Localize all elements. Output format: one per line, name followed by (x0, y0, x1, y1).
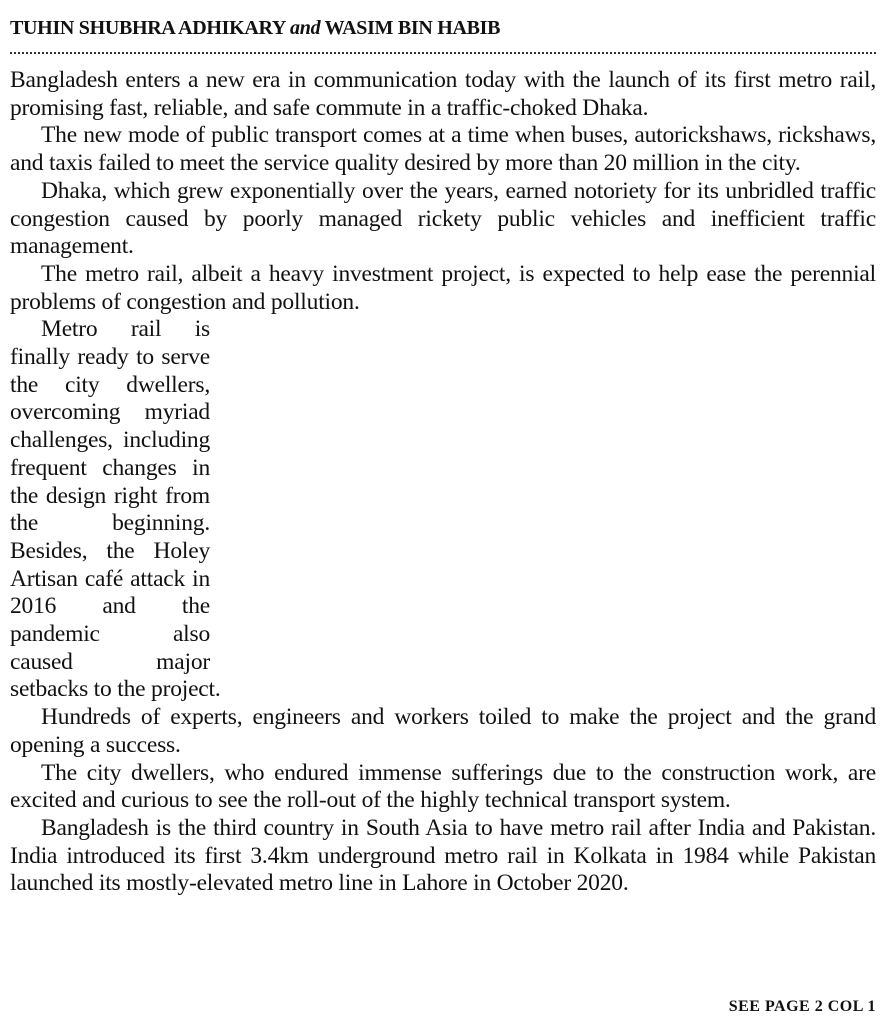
byline-author-2: WASIM BIN HABIB (324, 17, 501, 39)
article-body (10, 67, 876, 898)
article-paragraph-6: Hundreds of experts, engineers and workers toiled to make the project and the grand opening a success. (10, 704, 876, 758)
article-paragraph-5: Metro rail is finally ready to serve the city dwellers, overcoming myriad challenges, including frequent changes in the design right from the beginning. Besides, the Holey Artisan café attack in 2016 and the pandemic also caused major setbacks to the project. (10, 316, 221, 703)
dotted-divider (10, 52, 876, 54)
byline (10, 16, 500, 40)
article-paragraph-7: The city dwellers, who endured immense sufferings due to the construction work, are excited and curious to see the roll-out of the highly technical transport system. (10, 759, 876, 814)
article-paragraph-8: Bangladesh is the third country in South Asia to have metro rail after India and Pakistan. India introduced its first 3.4km underground metro rail in Kolkata in 1984 while Pakistan launched its mostly-elevated metro line in Lahore in October 2020. (10, 814, 876, 897)
image-placeholder-area (210, 316, 876, 676)
continuation-link[interactable]: SEE PAGE 2 COL 1 (728, 998, 876, 1015)
article-paragraph-1: Bangladesh enters a new era in communication today with the launch of its first metro rail, promising fast, reliable, and safe commute in a traffic-choked Dhaka. (10, 67, 876, 121)
article-paragraph-2: The new mode of public transport comes at a time when buses, autorickshaws, rickshaws, and taxis failed to meet the service quality desired by more than 20 million in the city. (10, 122, 876, 177)
article-paragraph-4: The metro rail, albeit a heavy investment project, is expected to help ease the perennial problems of congestion and pollution. (10, 260, 876, 315)
byline-conjunction: and (290, 17, 321, 39)
byline-author-1: TUHIN SHUBHRA ADHIKARY (10, 17, 286, 39)
article-paragraph-3: Dhaka, which grew exponentially over the years, earned notoriety for its unbridled traffic congestion caused by poorly managed rickety public vehicles and inefficient traffic management. (10, 177, 876, 260)
